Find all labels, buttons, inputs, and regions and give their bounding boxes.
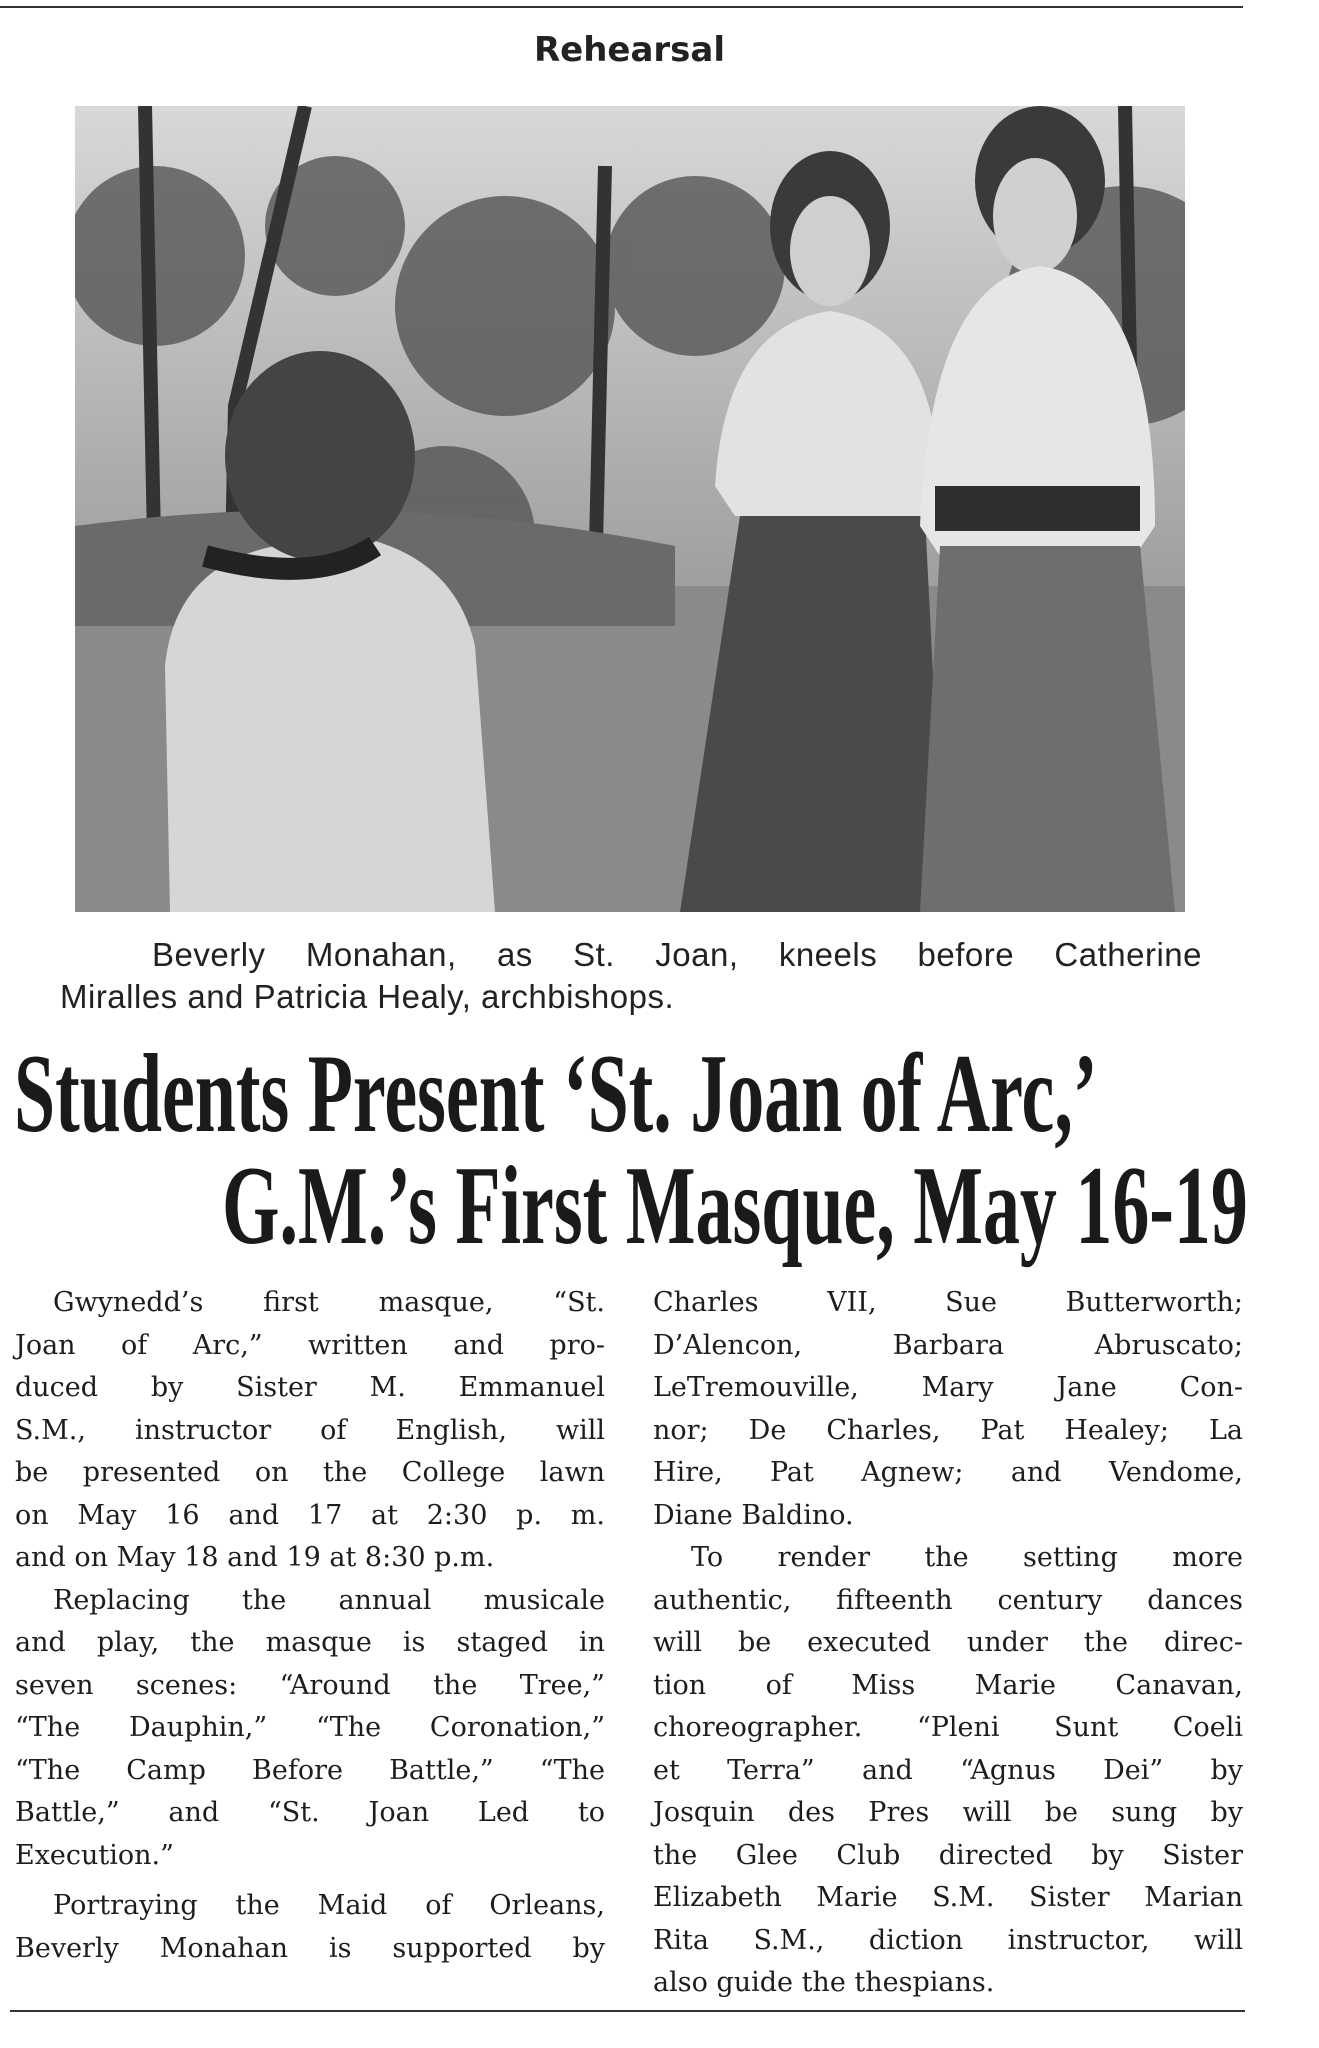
article-line: Execution.”: [15, 1839, 174, 1871]
caption-line: Beverly Monahan, as St. Joan, kneels before Catherine: [152, 936, 1202, 973]
article-line: duced by Sister M. Emmanuel: [15, 1372, 605, 1403]
photo-image: [75, 106, 1185, 912]
article-line: Replacing the annual musicale: [53, 1584, 605, 1616]
article-column-left: [15, 1282, 605, 1970]
article-paragraph: [15, 1282, 605, 1580]
article-line: will be executed under the direc-: [653, 1627, 1243, 1658]
rehearsal-photo: [75, 106, 1185, 912]
article-line: authentic, fifteenth century dances: [653, 1584, 1243, 1616]
article-line: and play, the masque is staged in: [15, 1627, 605, 1658]
article-line: Beverly Monahan is supported by: [15, 1932, 605, 1964]
article-line: LeTremouville, Mary Jane Con-: [653, 1372, 1243, 1403]
article-line: also guide the thespians.: [653, 1967, 995, 1998]
article-line: and on May 18 and 19 at 8:30 p.m.: [15, 1542, 495, 1573]
article-line: Gwynedd’s first masque, “St.: [53, 1287, 605, 1318]
article-line: Elizabeth Marie S.M. Sister Marian: [653, 1882, 1243, 1913]
article-paragraph: [15, 1885, 605, 1970]
article-line: To render the setting more: [691, 1542, 1243, 1573]
article-line: seven scenes: “Around the Tree,”: [15, 1669, 605, 1701]
article-line: Hire, Pat Agnew; and Vendome,: [653, 1457, 1243, 1488]
article-line: et Terra” and “Agnus Dei” by: [653, 1754, 1243, 1786]
article-paragraph: [15, 1580, 605, 1878]
article-paragraph: [653, 1537, 1243, 2005]
bottom-rule: [10, 2010, 1245, 2012]
article-line: Charles VII, Sue Butterworth;: [653, 1287, 1243, 1318]
article-line: Josquin des Pres will be sung by: [653, 1797, 1243, 1828]
section-label: Rehearsal: [533, 30, 726, 70]
article-line: be presented on the College lawn: [15, 1457, 605, 1488]
article-line: choreographer. “Pleni Sunt Coeli: [653, 1712, 1243, 1743]
article-line: D’Alencon, Barbara Abruscato;: [653, 1329, 1243, 1361]
article-line: on May 16 and 17 at 2:30 p. m.: [15, 1499, 605, 1531]
article-line: “The Camp Before Battle,” “The: [15, 1754, 605, 1786]
article-line: S.M., instructor of English, will: [15, 1414, 605, 1446]
article-line: Diane Baldino.: [653, 1499, 854, 1531]
article-line: Portraying the Maid of Orleans,: [53, 1890, 605, 1921]
article-line: tion of Miss Marie Canavan,: [653, 1669, 1243, 1701]
article-line: Rita S.M., diction instructor, will: [653, 1924, 1243, 1956]
article-line: “The Dauphin,” “The Coronation,”: [15, 1712, 605, 1743]
headline-line-2: G.M.’s First Masque, May 16-19: [222, 1144, 1248, 1268]
caption-line: Miralles and Patricia Healy, archbishops.: [60, 978, 675, 1015]
article-line: nor; De Charles, Pat Healey; La: [653, 1414, 1243, 1446]
article-paragraph: [653, 1282, 1243, 1537]
photo-caption: [60, 934, 1202, 1018]
headline-line-1: Students Present ‘St. Joan of Arc,’: [14, 1032, 1098, 1156]
article-column-right: [653, 1282, 1243, 2005]
article-line: the Glee Club directed by Sister: [653, 1839, 1243, 1871]
top-rule: [0, 6, 1243, 8]
article-line: Battle,” and “St. Joan Led to: [15, 1797, 605, 1828]
paragraph-gap: [15, 1877, 605, 1885]
article-line: Joan of Arc,” written and pro-: [15, 1329, 605, 1361]
